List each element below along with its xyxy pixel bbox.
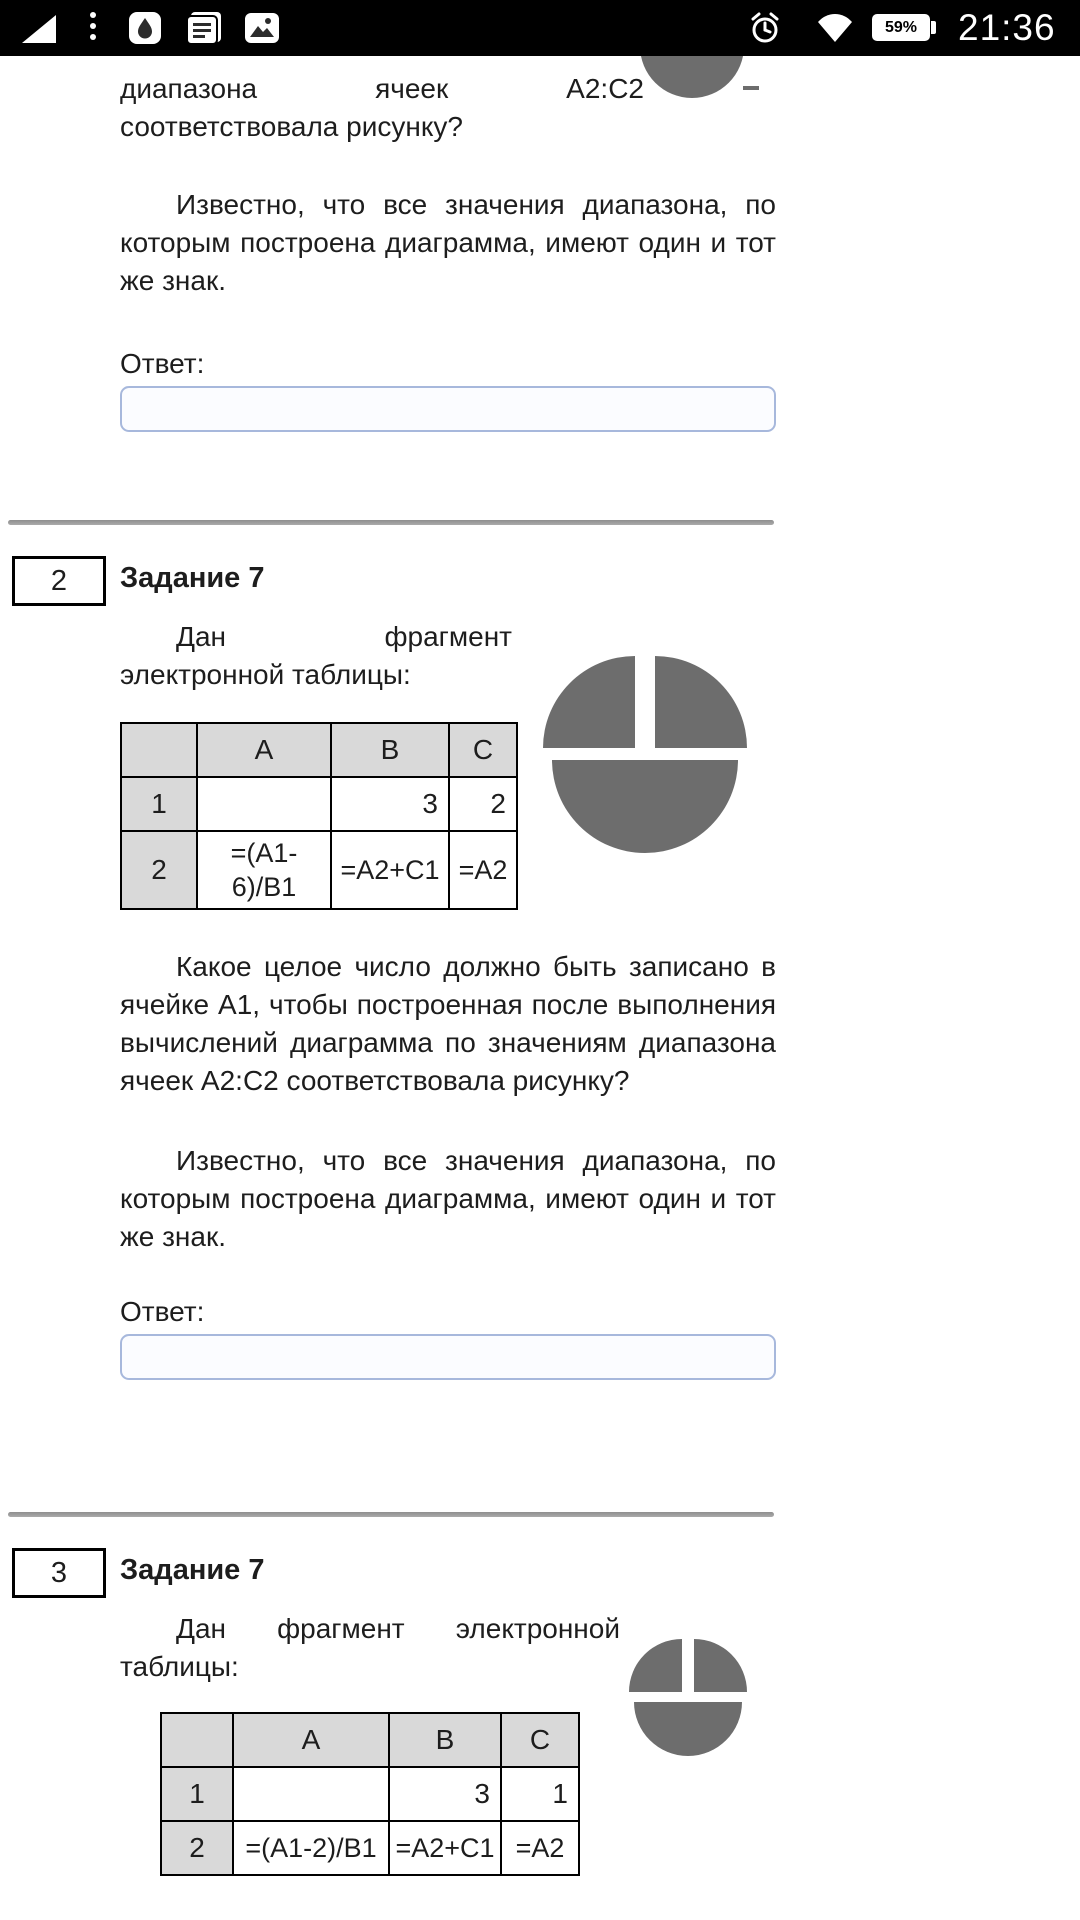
q2-number-label: 2 bbox=[50, 564, 68, 597]
text-line: же знак. bbox=[120, 1221, 226, 1252]
text-line: диапазона ячеек А2:С2 bbox=[120, 73, 644, 104]
pie-slice-top-left bbox=[543, 656, 635, 748]
text-line: соответствовала рисунку? bbox=[120, 111, 463, 142]
table-row bbox=[121, 831, 517, 909]
document-notification-icon bbox=[186, 11, 222, 45]
q1-note-paragraph bbox=[120, 186, 776, 300]
battery-nub bbox=[931, 21, 936, 34]
text-line: ячейке А1, чтобы построенная после выполнения bbox=[120, 989, 776, 1020]
column-header: C bbox=[449, 723, 517, 777]
q2-pie-chart bbox=[540, 646, 750, 864]
table-row bbox=[121, 777, 517, 831]
q3-spreadsheet-table bbox=[160, 1712, 580, 1876]
cell-A2: =(A1-6)/B1 bbox=[197, 831, 331, 909]
wifi-icon bbox=[815, 12, 855, 44]
cell-B1: 3 bbox=[331, 777, 449, 831]
pie-slice-top-right bbox=[655, 656, 747, 748]
signal-strength-icon bbox=[22, 15, 56, 43]
text-line: электронной таблицы: bbox=[120, 659, 411, 690]
column-header: B bbox=[389, 1713, 501, 1767]
cell-B2: =A2+C1 bbox=[389, 1821, 501, 1875]
battery-icon bbox=[872, 14, 930, 41]
q2-title: Задание 7 bbox=[120, 562, 265, 594]
drop-notification-icon bbox=[128, 11, 162, 45]
alarm-clock-icon bbox=[748, 11, 782, 45]
text-line: Какое целое число должно быть записано в bbox=[176, 951, 776, 982]
q2-note-paragraph bbox=[120, 1142, 776, 1256]
column-header: C bbox=[501, 1713, 579, 1767]
cell-C2: =A2 bbox=[449, 831, 517, 909]
cell-C1: 1 bbox=[501, 1767, 579, 1821]
q3-intro-paragraph bbox=[120, 1610, 620, 1686]
cell-C2: =A2 bbox=[501, 1821, 579, 1875]
image-notification-icon bbox=[244, 11, 280, 45]
column-header: A bbox=[233, 1713, 389, 1767]
q2-answer-label: Ответ: bbox=[120, 1296, 205, 1327]
corner-cell bbox=[121, 723, 197, 777]
column-header: B bbox=[331, 723, 449, 777]
pie-slice-bottom bbox=[634, 1702, 742, 1756]
row-header: 2 bbox=[121, 831, 197, 909]
table-header-row bbox=[121, 723, 517, 777]
q1-answer-input[interactable] bbox=[120, 386, 776, 432]
text-line: Дан фрагмент электронной bbox=[176, 1613, 620, 1644]
q3-number-box bbox=[12, 1548, 106, 1598]
cell-B2: =A2+C1 bbox=[331, 831, 449, 909]
section-divider bbox=[8, 520, 774, 525]
column-header: A bbox=[197, 723, 331, 777]
q3-title: Задание 7 bbox=[120, 1554, 265, 1586]
pie-slice-bottom bbox=[552, 760, 738, 853]
q1-question-tail bbox=[120, 70, 644, 146]
text-line: Дан фрагмент bbox=[176, 621, 512, 652]
q2-answer-input[interactable] bbox=[120, 1334, 776, 1380]
status-bar bbox=[0, 0, 1080, 56]
cell-C1: 2 bbox=[449, 777, 517, 831]
row-header: 1 bbox=[121, 777, 197, 831]
text-line: же знак. bbox=[120, 265, 226, 296]
q2-question-paragraph bbox=[120, 948, 776, 1100]
corner-cell bbox=[161, 1713, 233, 1767]
text-line: Известно, что все значения диапазона, по bbox=[176, 189, 776, 220]
cell-A2: =(A1-2)/B1 bbox=[233, 1821, 389, 1875]
q1-answer-label: Ответ: bbox=[120, 348, 205, 379]
text-line: которым построена диаграмма, имеют один и тот bbox=[120, 227, 776, 258]
clock-time-label: 21:36 bbox=[958, 7, 1056, 48]
cell-A1 bbox=[233, 1767, 389, 1821]
text-line: ячеек А2:С2 соответствовала рисунку? bbox=[120, 1065, 630, 1096]
row-header: 1 bbox=[161, 1767, 233, 1821]
text-line: Известно, что все значения диапазона, по bbox=[176, 1145, 776, 1176]
overflow-menu-icon bbox=[90, 12, 96, 40]
text-line: вычислений диаграмма по значениям диапазона bbox=[120, 1027, 776, 1058]
pie-slice-top-left bbox=[629, 1639, 682, 1692]
cell-B1: 3 bbox=[389, 1767, 501, 1821]
q3-pie-chart bbox=[627, 1634, 749, 1768]
pie-slice-top-right bbox=[694, 1639, 747, 1692]
q2-spreadsheet-table bbox=[120, 722, 518, 910]
table-header-row bbox=[161, 1713, 579, 1767]
section-divider bbox=[8, 1512, 774, 1517]
table-row bbox=[161, 1767, 579, 1821]
battery-percent-label: 59% bbox=[884, 18, 918, 36]
q2-intro-paragraph bbox=[120, 618, 512, 694]
q2-number-box bbox=[12, 556, 106, 606]
text-line: таблицы: bbox=[120, 1651, 239, 1682]
row-header: 2 bbox=[161, 1821, 233, 1875]
text-line: которым построена диаграмма, имеют один и тот bbox=[120, 1183, 776, 1214]
cell-A1 bbox=[197, 777, 331, 831]
table-row bbox=[161, 1821, 579, 1875]
q3-number-label: 3 bbox=[50, 1556, 68, 1589]
